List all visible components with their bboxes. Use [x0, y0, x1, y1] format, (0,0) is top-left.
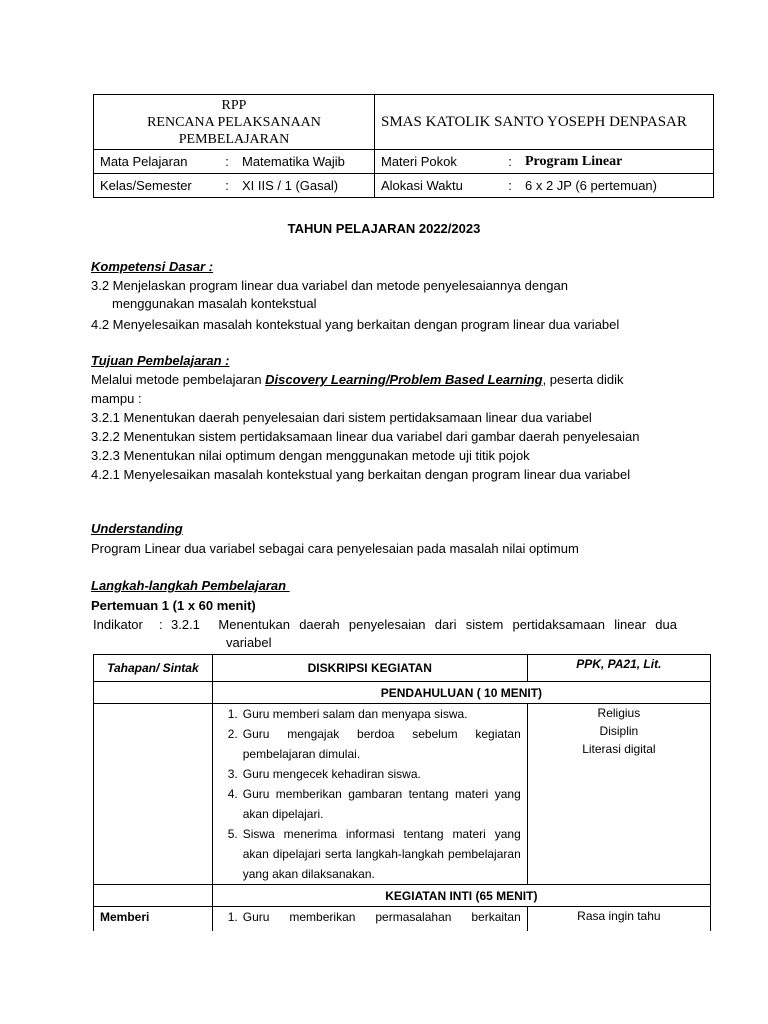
langkah-heading: Langkah-langkah Pembelajaran: [91, 578, 290, 593]
inti-sintak: Memberi: [94, 907, 213, 931]
indikator-line1: 3.2.1 Menentukan daerah penyelesaian dari sistem pertidaksamaan linear dua: [171, 617, 677, 632]
tujuan-heading: Tujuan Pembelajaran :: [91, 353, 230, 368]
inti-ppk: Rasa ingin tahu: [527, 907, 710, 931]
kelas-cell: [94, 174, 375, 198]
understanding-text: Program Linear dua variabel sebagai cara penyelesaian pada masalah nilai optimum: [91, 541, 579, 556]
pendahuluan-list: [213, 704, 527, 884]
kd-heading: Kompetensi Dasar :: [91, 259, 214, 274]
rpp-line2: RENCANA PELAKSANAAN: [147, 114, 321, 130]
indikator-colon: :: [159, 617, 163, 632]
inti-heading: KEGIATAN INTI (65 MENIT): [212, 885, 710, 907]
rpp-line3: PEMBELAJARAN: [178, 131, 290, 147]
list-item: 3. Guru mengecek kehadiran siswa.: [227, 767, 421, 781]
alokasi-cell: [375, 174, 714, 198]
ppk-disiplin: Disiplin: [599, 724, 639, 738]
kegiatan-table: [93, 654, 711, 931]
inti-cell: [212, 907, 527, 931]
col-deskripsi: DISKRIPSI KEGIATAN: [212, 655, 527, 682]
materi-value: Program Linear: [525, 153, 623, 169]
tujuan-item: 3.2.2 Menentukan sistem pertidaksamaan linear dua variabel dari gambar daerah penyelesaian: [91, 429, 640, 444]
list-item: 5. Siswa menerima informasi tentang materi yang akan dipelajari serta langkah-langkah pembelajaran yang akan dilaksanakan.: [227, 827, 521, 881]
tujuan-intro-a: Melalui metode pembelajaran: [91, 372, 266, 387]
tujuan-method: Discovery Learning/Problem Based Learning: [265, 372, 543, 387]
rpp-line1: RPP: [221, 97, 247, 113]
rpp-title-cell: [94, 95, 375, 150]
kelas-value: XI IIS / 1 (Gasal): [242, 178, 339, 193]
empty-cell: [94, 885, 213, 907]
pendahuluan-cell: [212, 704, 527, 885]
list-item: 1. Guru memberi salam dan menyapa siswa.: [227, 707, 468, 721]
list-item: 2. Guru mengajak berdoa sebelum kegiatan pembelajaran dimulai.: [227, 727, 521, 761]
tujuan-intro: [91, 372, 624, 387]
mapel-cell: [94, 150, 375, 174]
mapel-label: Mata Pelajaran: [100, 154, 188, 169]
alokasi-label: Alokasi Waktu: [381, 178, 463, 193]
kd-line2: menggunakan masalah kontekstual: [112, 296, 317, 311]
ppk-pendahuluan: [527, 704, 710, 885]
col-tahapan: Tahapan/ Sintak: [94, 655, 213, 682]
indikator-line2: variabel: [226, 635, 272, 650]
understanding-heading: Understanding: [91, 521, 183, 536]
inti-list: [213, 907, 527, 927]
empty-cell: [94, 682, 213, 704]
mapel-colon: :: [225, 154, 229, 169]
kelas-colon: :: [225, 178, 229, 193]
kd-line3: 4.2 Menyelesaikan masalah kontekstual yang berkaitan dengan program linear dua variabel: [91, 317, 620, 332]
empty-cell: [94, 704, 213, 885]
alokasi-value: 6 x 2 JP (6 pertemuan): [525, 178, 657, 193]
alokasi-colon: :: [508, 178, 512, 193]
list-item: 1. Guru memberikan permasalahan berkaitan: [227, 910, 521, 924]
kelas-label: Kelas/Semester: [100, 178, 192, 193]
tujuan-intro-b: , peserta didik: [542, 372, 624, 387]
pertemuan-title: Pertemuan 1 (1 x 60 menit): [91, 598, 256, 613]
tujuan-item: 4.2.1 Menyelesaikan masalah kontekstual yang berkaitan dengan program linear dua variabel: [91, 467, 631, 482]
ppk-religius: Religius: [597, 706, 641, 720]
kd-line1: 3.2 Menjelaskan program linear dua variabel dan metode penyelesaiannya dengan: [91, 278, 568, 293]
col-ppk: PPK, PA21, Lit.: [527, 655, 710, 682]
school-name: SMAS KATOLIK SANTO YOSEPH DENPASAR: [375, 95, 714, 150]
header-table: [93, 94, 714, 198]
tujuan-intro-c: mampu :: [91, 391, 142, 406]
pendahuluan-heading: PENDAHULUAN ( 10 MENIT): [212, 682, 710, 704]
materi-cell: [375, 150, 714, 174]
tujuan-item: 3.2.3 Menentukan nilai optimum dengan menggunakan metode uji titik pojok: [91, 448, 530, 463]
list-item: 4. Guru memberikan gambaran tentang materi yang akan dipelajari.: [227, 787, 521, 821]
indikator-label: Indikator: [93, 617, 143, 632]
ppk-literasi: Literasi digital: [582, 742, 656, 756]
materi-label: Materi Pokok: [381, 154, 457, 169]
tujuan-item: 3.2.1 Menentukan daerah penyelesaian dari sistem pertidaksamaan linear dua variabel: [91, 410, 592, 425]
materi-colon: :: [508, 154, 512, 169]
academic-year: TAHUN PELAJARAN 2022/2023: [287, 221, 481, 236]
mapel-value: Matematika Wajib: [242, 154, 345, 169]
